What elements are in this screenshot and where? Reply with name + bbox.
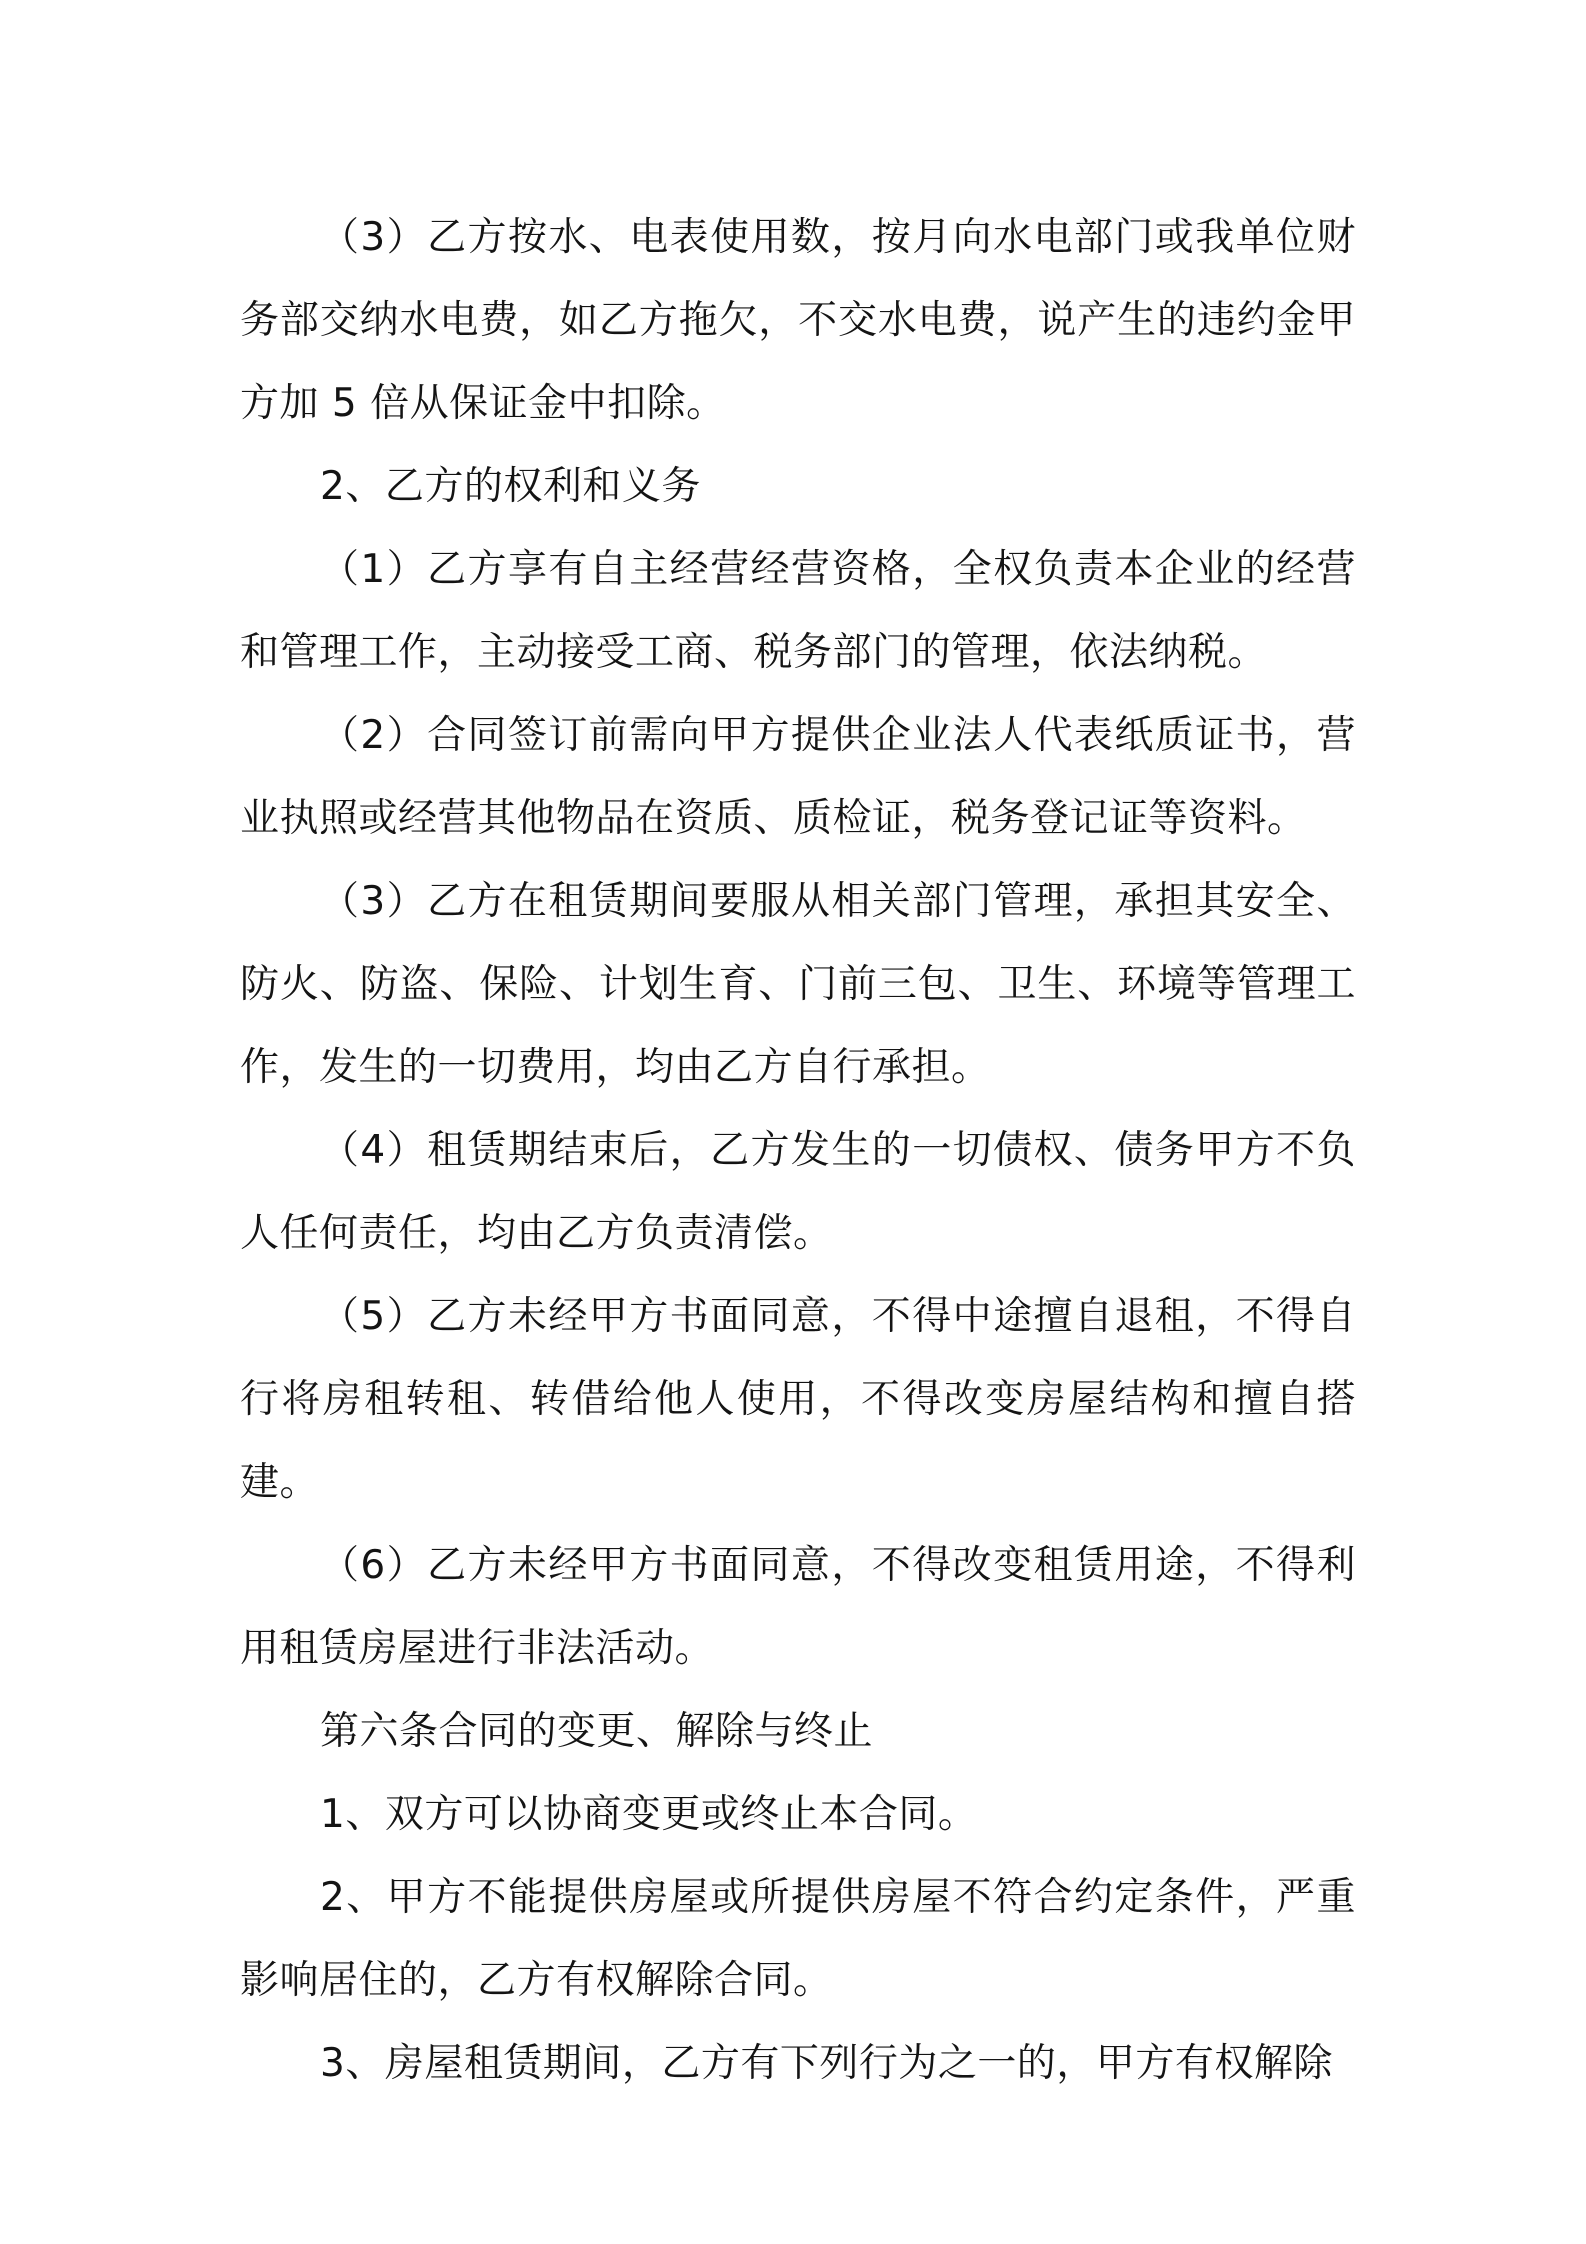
document-body (240, 196, 1356, 2105)
clause-comply-management: （3）乙方在租赁期间要服从相关部门管理，承担其安全、防火、防盗、保险、计划生育、门前三包、卫生、环境等管理工作，发生的一切费用，均由乙方自行承担。 (240, 879, 1356, 1090)
clause-independent-operation: （1）乙方享有自主经营经营资格，全权负责本企业的经营和管理工作，主动接受工商、税务部门的管理，依法纳税。 (240, 547, 1356, 675)
clause-no-change-of-use: （6）乙方未经甲方书面同意，不得改变租赁用途，不得利用租赁房屋进行非法活动。 (240, 1543, 1356, 1671)
article-six-heading: 第六条合同的变更、解除与终止 (320, 1709, 874, 1754)
clause-no-sublease: （5）乙方未经甲方书面同意，不得中途擅自退租，不得自行将房租转租、转借给他人使用，不得改变房屋结构和擅自搭建。 (240, 1294, 1356, 1505)
clause-mutual-termination: 1、双方可以协商变更或终止本合同。 (320, 1792, 978, 1837)
clause-debts-after-lease: （4）租赁期结束后，乙方发生的一切债权、债务甲方不负人任何责任，均由乙方负责清偿。 (240, 1128, 1356, 1256)
section-heading-party-b-rights: 2、乙方的权利和义务 (320, 464, 701, 509)
clause-tenant-termination-right: 2、甲方不能提供房屋或所提供房屋不符合约定条件，严重影响居住的，乙方有权解除合同。 (240, 1875, 1356, 2003)
clause-landlord-termination-right: 3、房屋租赁期间，乙方有下列行为之一的，甲方有权解除 (320, 2041, 1333, 2086)
clause-water-electricity-fees: （3）乙方按水、电表使用数，按月向水电部门或我单位财务部交纳水电费，如乙方拖欠，不交水电费，说产生的违约金甲方加 5 倍从保证金中扣除。 (240, 215, 1356, 426)
clause-provide-documents: （2）合同签订前需向甲方提供企业法人代表纸质证书，营业执照或经营其他物品在资质、质检证，税务登记证等资料。 (240, 713, 1356, 841)
